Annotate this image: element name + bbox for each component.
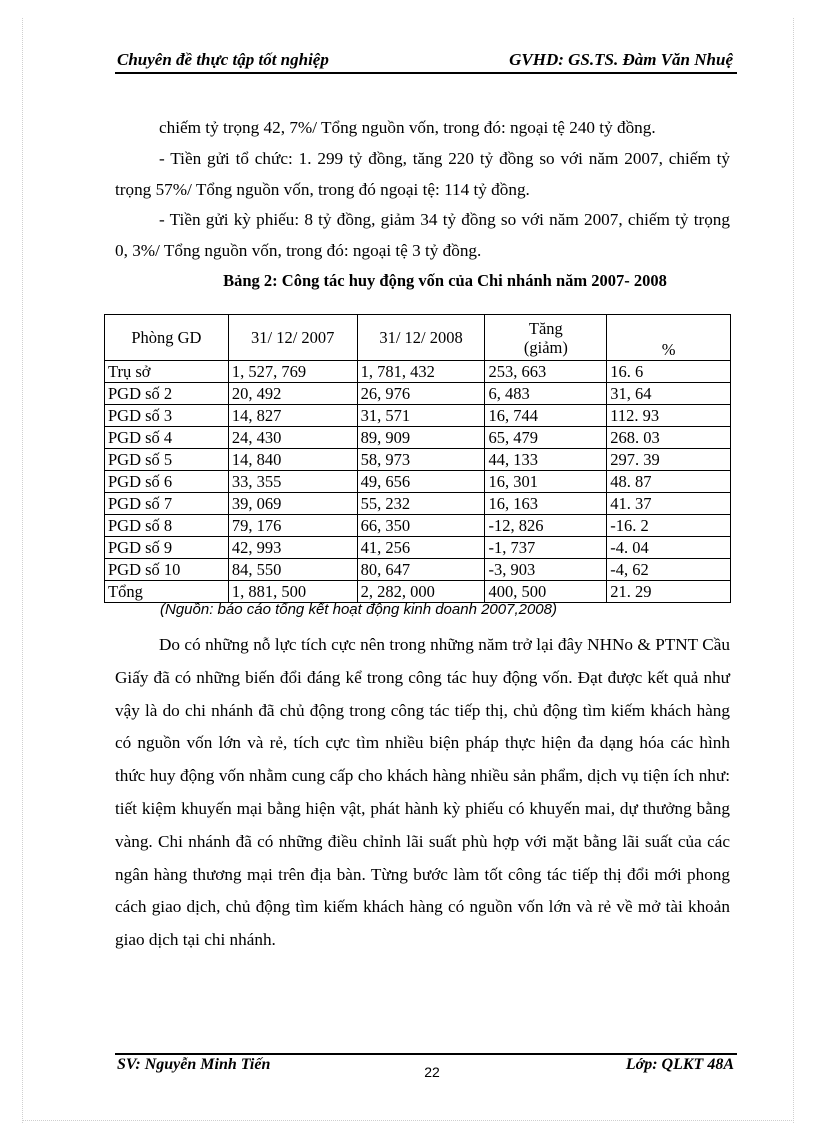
table-cell: PGD số 6 bbox=[105, 471, 229, 493]
table-cell: 2, 282, 000 bbox=[357, 581, 485, 603]
table-row bbox=[105, 427, 731, 449]
header-percent: % bbox=[607, 315, 731, 361]
table-cell: 16, 744 bbox=[485, 405, 607, 427]
table-cell: 16, 163 bbox=[485, 493, 607, 515]
table-row bbox=[105, 405, 731, 427]
paragraph-analysis: Do có những nỗ lực tích cực nên trong những năm trở lại đây NHNo & PTNT Cầu Giấy đã có những biến đổi đáng kể trong công tác huy động vốn. Đạt được kết quả như vậy là do chi nhánh đã chủ động trong công tác tiếp thị, chủ động tìm kiếm khách hàng có nguồn vốn lớn và rẻ, tích cực tìm nhiều biện pháp thực hiện đa dạng hóa các hình thức huy động vốn nhằm cung cấp cho khách hàng nhiều sản phẩm, dịch vụ tiện ích như: tiết kiệm khuyến mại bằng hiện vật, phát hành kỳ phiếu có khuyến mai, dự thưởng bằng vàng. Chi nhánh đã có những điều chỉnh lãi suất phù hợp với mặt bằng lãi suất của các ngân hàng thương mại trên địa bàn. Từng bước làm tốt công tác tiếp thị đổi mới phong cách giao dịch, chủ động tìm kiếm khách hàng có nguồn vốn lớn và rẻ về mở tài khoản giao dịch tại chi nhánh. bbox=[115, 635, 730, 950]
table-cell: 400, 500 bbox=[485, 581, 607, 603]
table-cell: 48. 87 bbox=[607, 471, 731, 493]
table-cell: 31, 64 bbox=[607, 383, 731, 405]
header-branch: Phòng GD bbox=[105, 315, 229, 361]
header-supervisor: GVHD: GS.TS. Đàm Văn Nhuệ bbox=[509, 50, 733, 69]
table-cell: 33, 355 bbox=[228, 471, 357, 493]
table-cell: PGD số 9 bbox=[105, 537, 229, 559]
table-cell: 79, 176 bbox=[228, 515, 357, 537]
table-row bbox=[105, 537, 731, 559]
header-2007: 31/ 12/ 2007 bbox=[228, 315, 357, 361]
table-cell: 89, 909 bbox=[357, 427, 485, 449]
table-cell: 41. 37 bbox=[607, 493, 731, 515]
table-source-note: (Nguồn: báo cáo tổng kết hoạt động kinh doanh 2007,2008) bbox=[160, 601, 557, 618]
table-row bbox=[105, 493, 731, 515]
table-header-row bbox=[105, 315, 731, 361]
footer-class: Lớp: QLKT 48A bbox=[625, 1056, 734, 1073]
table-cell: PGD số 7 bbox=[105, 493, 229, 515]
table-cell: 84, 550 bbox=[228, 559, 357, 581]
table-cell: 44, 133 bbox=[485, 449, 607, 471]
header-change bbox=[485, 315, 607, 361]
footer-student: SV: Nguyễn Minh Tiến bbox=[117, 1056, 271, 1073]
table-cell: 49, 656 bbox=[357, 471, 485, 493]
table-cell: -4, 62 bbox=[607, 559, 731, 581]
table-row bbox=[105, 559, 731, 581]
table-cell: -4. 04 bbox=[607, 537, 731, 559]
paragraph-deposits-promissory: - Tiền gửi kỳ phiếu: 8 tỷ đồng, giảm 34 tỷ đồng so với năm 2007, chiếm tỷ trọng 0, 3%/ Tổng nguồn vốn, trong đó: ngoại tệ 3 tỷ đồng. bbox=[115, 210, 730, 260]
table-cell: -1, 737 bbox=[485, 537, 607, 559]
table-cell: 66, 350 bbox=[357, 515, 485, 537]
table-cell: 297. 39 bbox=[607, 449, 731, 471]
table-cell: PGD số 4 bbox=[105, 427, 229, 449]
table-cell: 20, 492 bbox=[228, 383, 357, 405]
table-cell: -3, 903 bbox=[485, 559, 607, 581]
table-cell: 112. 93 bbox=[607, 405, 731, 427]
table-cell: Tổng bbox=[105, 581, 229, 603]
table-cell: 253, 663 bbox=[485, 361, 607, 383]
table-row bbox=[105, 449, 731, 471]
table-cell: 1, 527, 769 bbox=[228, 361, 357, 383]
header-2008: 31/ 12/ 2008 bbox=[357, 315, 485, 361]
table-cell: PGD số 5 bbox=[105, 449, 229, 471]
table-cell: 65, 479 bbox=[485, 427, 607, 449]
table-cell: 16, 301 bbox=[485, 471, 607, 493]
table-cell: -16. 2 bbox=[607, 515, 731, 537]
table-cell: 58, 973 bbox=[357, 449, 485, 471]
table-cell: PGD số 8 bbox=[105, 515, 229, 537]
table-row bbox=[105, 383, 731, 405]
table-cell: 16. 6 bbox=[607, 361, 731, 383]
table-cell: PGD số 2 bbox=[105, 383, 229, 405]
page-header bbox=[115, 48, 735, 72]
table-cell: 6, 483 bbox=[485, 383, 607, 405]
header-rule bbox=[115, 72, 737, 74]
table-cell: 268. 03 bbox=[607, 427, 731, 449]
table-row bbox=[105, 515, 731, 537]
table-row bbox=[105, 581, 731, 603]
page-bottom-edge bbox=[22, 1120, 794, 1121]
table-cell: 80, 647 bbox=[357, 559, 485, 581]
table-cell: 1, 781, 432 bbox=[357, 361, 485, 383]
header-document-title: Chuyên đề thực tập tốt nghiệp bbox=[117, 50, 329, 69]
table-cell: 55, 232 bbox=[357, 493, 485, 515]
table-body bbox=[105, 361, 731, 603]
paragraph-deposits-individual-end: chiếm tỷ trọng 42, 7%/ Tổng nguồn vốn, trong đó: ngoại tệ 240 tỷ đồng. bbox=[159, 118, 656, 137]
paragraph-deposits-organization: - Tiền gửi tổ chức: 1. 299 tỷ đồng, tăng 220 tỷ đồng so với năm 2007, chiếm tỷ trọng 57%/ Tổng nguồn vốn, trong đó ngoại tệ: 114 tỷ đồng. bbox=[115, 149, 730, 199]
header-change-label: Tăng (giảm) bbox=[523, 318, 568, 357]
table-title: Bảng 2: Công tác huy động vốn của Chi nhánh năm 2007- 2008 bbox=[223, 271, 667, 290]
table-cell: PGD số 10 bbox=[105, 559, 229, 581]
table-cell: 1, 881, 500 bbox=[228, 581, 357, 603]
footer-rule bbox=[115, 1053, 737, 1055]
table-cell: 24, 430 bbox=[228, 427, 357, 449]
page-number: 22 bbox=[424, 1064, 440, 1080]
table-cell: 39, 069 bbox=[228, 493, 357, 515]
table-cell: 42, 993 bbox=[228, 537, 357, 559]
capital-mobilization-table bbox=[104, 314, 731, 603]
table-cell: PGD số 3 bbox=[105, 405, 229, 427]
table-cell: 21. 29 bbox=[607, 581, 731, 603]
table-cell: 26, 976 bbox=[357, 383, 485, 405]
table-cell: 41, 256 bbox=[357, 537, 485, 559]
table-row bbox=[105, 361, 731, 383]
table-cell: 14, 840 bbox=[228, 449, 357, 471]
table-cell: -12, 826 bbox=[485, 515, 607, 537]
table-cell: Trụ sở bbox=[105, 361, 229, 383]
table-row bbox=[105, 471, 731, 493]
table-cell: 14, 827 bbox=[228, 405, 357, 427]
table-cell: 31, 571 bbox=[357, 405, 485, 427]
